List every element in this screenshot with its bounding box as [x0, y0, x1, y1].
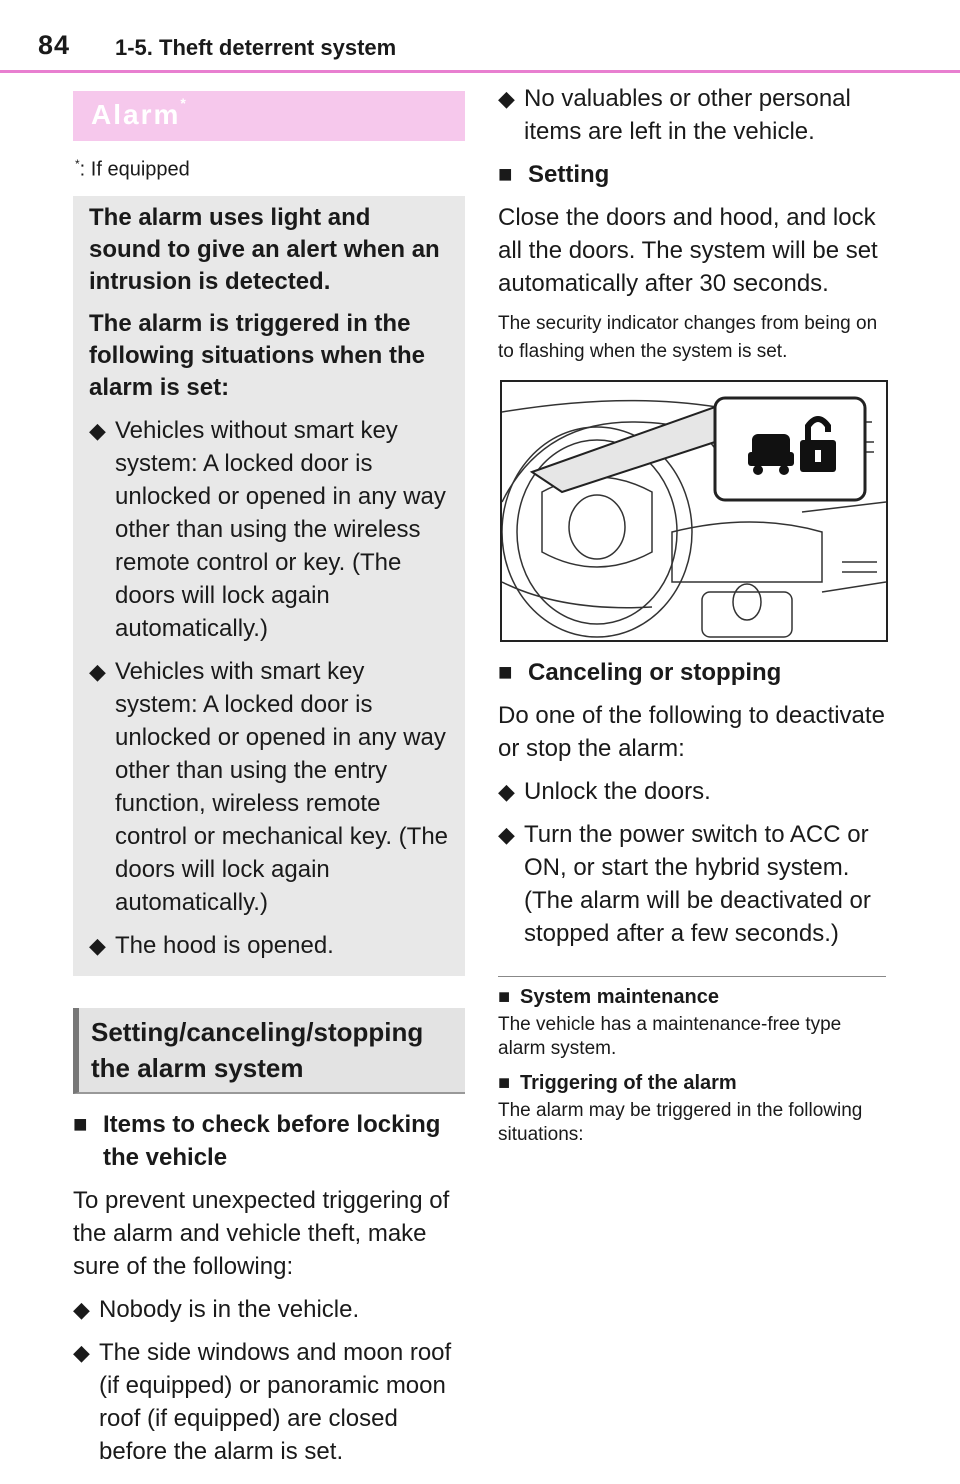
section-title: 1-5. Theft deterrent system	[115, 35, 397, 60]
square-marker-icon: ■	[73, 1110, 88, 1138]
setting-note: The security indicator changes from being on to flashing when the system is set.	[498, 313, 878, 362]
alarm-trigger-intro: The alarm is triggered in the following situations when the alarm is set:	[89, 309, 425, 401]
bullet-icon: ◆	[89, 417, 106, 443]
square-marker-icon: ■	[498, 1072, 511, 1094]
bullet-icon: ◆	[498, 822, 515, 847]
list-item: ◆ Vehicles without smart key system: A locked door is unlocked or opened in any way other than using the wireless remote control or key. (The doors will lock again automatically.)	[89, 414, 449, 645]
dashboard-drawing	[502, 382, 886, 640]
page-header	[0, 0, 960, 74]
cancel-heading: ■ Canceling or stopping	[498, 656, 886, 689]
trigger-text: The alarm may be triggered in the following situations:	[498, 1100, 863, 1145]
alarm-title: Alarm	[91, 99, 181, 130]
list-item: ◆ The hood is opened.	[89, 929, 449, 962]
bullet-icon: ◆	[73, 1339, 90, 1365]
list-item: ◆ Unlock the doors.	[498, 775, 886, 808]
square-marker-icon: ■	[498, 659, 513, 686]
square-marker-icon: ■	[498, 986, 511, 1008]
bullet-icon: ◆	[89, 932, 106, 958]
list-item: ◆ The side windows and moon roof (if equipped) or panoramic moon roof (if equipped) are closed before the alarm is set.	[73, 1336, 465, 1468]
setting-section-heading	[73, 1008, 465, 1094]
cancel-intro: Do one of the following to deactivate or stop the alarm:	[498, 702, 885, 762]
alarm-banner	[73, 91, 465, 141]
list-item: ◆ Vehicles with smart key system: A locked door is unlocked or opened in any way other than using the entry function, wireless remote control or mechanical key. (The doors will lock again automatically.)	[89, 655, 449, 919]
bullet-icon: ◆	[73, 1296, 90, 1322]
left-column	[73, 91, 465, 1478]
square-marker-icon: ■	[498, 161, 513, 188]
right-column	[498, 82, 886, 1155]
footnote	[75, 157, 465, 182]
maintenance-heading: ■ System maintenance	[498, 983, 886, 1011]
setting-section-title: Setting/canceling/stopping the alarm system	[91, 1016, 424, 1083]
bullet-icon: ◆	[89, 658, 106, 684]
list-item: ◆ Nobody is in the vehicle.	[73, 1293, 465, 1326]
bullet-icon: ◆	[498, 86, 515, 111]
alarm-intro: The alarm uses light and sound to give an alert when an intrusion is detected.	[89, 203, 440, 295]
footnote-mark: *	[75, 157, 80, 171]
bullet-icon: ◆	[498, 779, 515, 804]
items-heading: ■ Items to check before locking the vehicle	[73, 1108, 465, 1174]
setting-heading: ■ Setting	[498, 158, 886, 191]
list-item: ◆ No valuables or other personal items are left in the vehicle.	[498, 82, 886, 148]
alarm-title-mark: *	[180, 94, 188, 111]
items-intro: To prevent unexpected triggering of the alarm and vehicle theft, make sure of the following:	[73, 1186, 450, 1280]
notes-section	[498, 976, 886, 1147]
maintenance-text: The vehicle has a maintenance-free type alarm system.	[498, 1014, 842, 1059]
setting-text: Close the doors and hood, and lock all the doors. The system will be set automatically after 30 seconds.	[498, 204, 878, 297]
trigger-heading: ■ Triggering of the alarm	[498, 1069, 886, 1097]
page-number: 84	[38, 30, 71, 60]
header-rule	[0, 70, 960, 73]
list-item: ◆ Turn the power switch to ACC or ON, or start the hybrid system. (The alarm will be deactivated or stopped after a few seconds.)	[498, 818, 886, 950]
alarm-summary-box	[73, 196, 465, 976]
dashboard-illustration	[500, 380, 888, 642]
footnote-text: : If equipped	[79, 158, 190, 181]
